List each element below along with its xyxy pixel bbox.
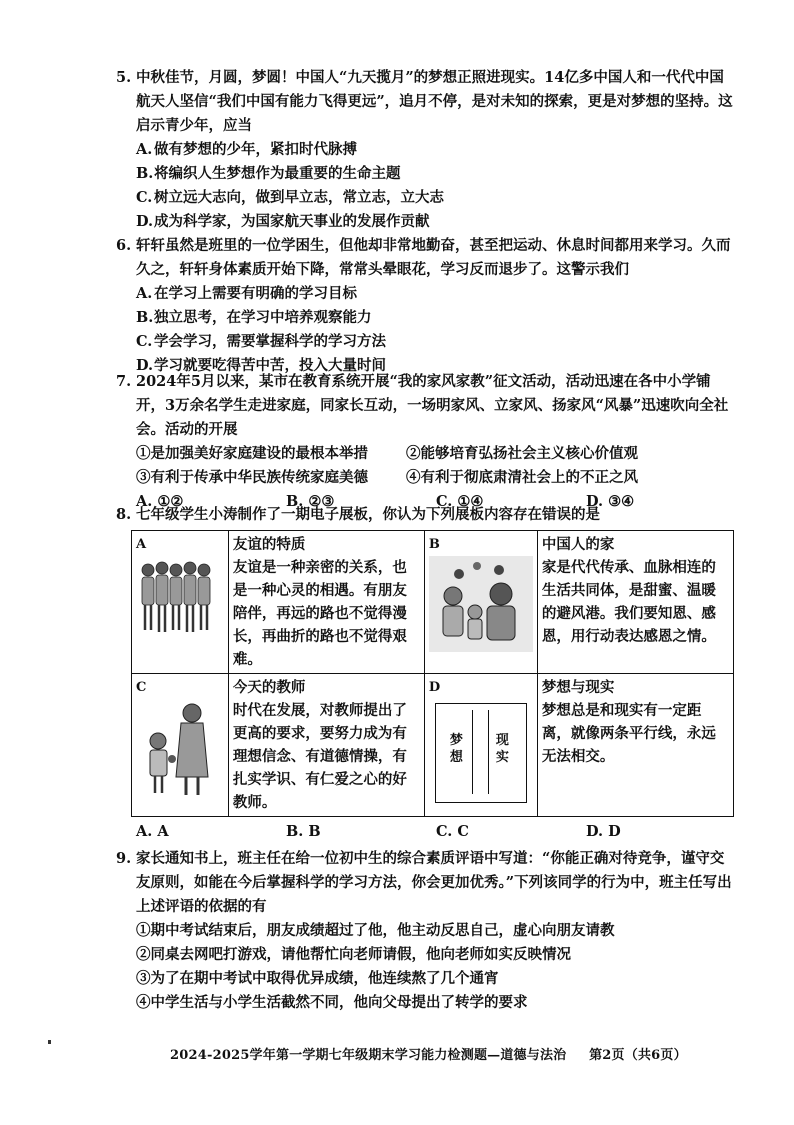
panel-b-text [537, 531, 733, 674]
panel-title: 今天的教师 [232, 679, 306, 696]
scan-speck [48, 1040, 51, 1044]
panel-tag: A [136, 537, 147, 552]
panel-tag: C [136, 680, 147, 695]
reality-label: 现实 [495, 733, 509, 765]
statement-row: ③有利于传承中华民族传统家庭美德 ④有利于彻底肃清社会上的不正之风 [136, 469, 638, 486]
question-5 [116, 66, 736, 234]
option-d: D.学习就要吃得苦中苦，投入大量时间 [136, 357, 386, 374]
statement-1: ①期中考试结束后，朋友成绩超过了他，他主动反思自己，虚心向朋友请教 [136, 922, 615, 939]
question-7 [116, 370, 736, 514]
question-number: 8. [116, 506, 132, 523]
question-number: 6. [116, 237, 132, 254]
question-stem: 2024年5月以来，某市在教育系统开展“我的家风家教”征文活动，活动迅速在各中小学铺开，3万余名学生走进家庭，同家长互动，一场明家风、立家风、扬家风“风暴”迅速吹向全社会。活动的开展 [136, 373, 729, 438]
panel-title: 梦想与现实 [541, 679, 615, 696]
family-illustration [429, 556, 533, 652]
question-number: 5. [116, 69, 132, 86]
option-b: B.将编织人生梦想作为最重要的生命主题 [136, 165, 401, 182]
exhibition-board [131, 530, 734, 817]
question-8-choices [116, 820, 736, 844]
dream-label: 梦想 [449, 733, 463, 765]
question-stem: 家长通知书上，班主任在给一位初中生的综合素质评语中写道：“你能正确对待竞争，谨守交友原则，如能在今后掌握科学的学习方法，你会更加优秀。”下列该同学的行为中，班主任写出上述评语的依据的有 [136, 850, 732, 915]
panel-b-image [424, 531, 537, 674]
line-left [472, 710, 474, 794]
panel-body: 家是代代传承、血脉相连的生活共同体，是甜蜜、温暖的避风港。我们要知恩、感恩，用行动表达感恩之情。 [541, 559, 716, 645]
exam-title: 2024-2025学年第一学期七年级期末学习能力检测题—道德与法治 [170, 1048, 567, 1063]
question-6 [116, 234, 736, 378]
panel-a-image [132, 531, 229, 674]
statement-3: ③为了在期中考试中取得优异成绩，他连续熬了几个通宵 [136, 970, 499, 987]
statement-row: ①是加强美好家庭建设的最根本举措 ②能够培育弘扬社会主义核心价值观 [136, 445, 638, 462]
option-c: C. 学会学习，需要掌握科学的学习方法 [136, 333, 386, 350]
statement-4: ④中学生活与小学生活截然不同，他向父母提出了转学的要求 [136, 994, 528, 1011]
parallel-lines-diagram [435, 703, 527, 803]
question-stem: 轩轩虽然是班里的一位学困生，但他却非常地勤奋，甚至把运动、休息时间都用来学习。久而久之，轩轩身体素质开始下降，常常头晕眼花，学习反而退步了。这警示我们 [136, 237, 731, 278]
panel-body: 友谊是一种亲密的关系，也是一种心灵的相遇。有朋友陪伴，再远的路也不觉得漫长，再曲折的路也不觉得艰难。 [232, 559, 407, 668]
question-number: 7. [116, 373, 132, 390]
panel-tag: B [428, 537, 440, 552]
panel-title: 中国人的家 [541, 536, 615, 553]
question-stem: 中秋佳节，月圆，梦圆！中国人“九天揽月”的梦想正照进现实。14亿多中国人和一代代中国航天人坚信“我们中国有能力飞得更远”，追月不停，是对未知的探索，更是对梦想的坚持。这启示青少年，应当 [136, 69, 733, 134]
question-9 [116, 847, 736, 1015]
answer-choices: A. A B. B C. C D. D [136, 823, 621, 840]
panel-d-text [537, 674, 733, 817]
panel-a-text [228, 531, 424, 674]
option-d: D.成为科学家，为国家航天事业的发展作贡献 [136, 213, 430, 230]
question-number: 9. [116, 850, 132, 867]
panel-c-text [228, 674, 424, 817]
page-footer [170, 1044, 705, 1063]
panel-body: 时代在发展，对教师提出了更高的要求，要努力成为有理想信念、有道德情操，有扎实学识、有仁爱之心的好教师。 [232, 702, 407, 811]
page-number: 第2页（共6页） [589, 1048, 687, 1063]
statement-2: ②同桌去网吧打游戏，请他帮忙向老师请假，他向老师如实反映情况 [136, 946, 571, 963]
option-c: C. 树立远大志向，做到早立志，常立志，立大志 [136, 189, 444, 206]
panel-tag: D [428, 680, 441, 695]
option-b: B.独立思考，在学习中培养观察能力 [136, 309, 372, 326]
option-a: A. 做有梦想的少年，紧扣时代脉搏 [136, 141, 357, 158]
friends-group-illustration [136, 556, 216, 652]
line-right [488, 710, 490, 794]
panel-body: 梦想总是和现实有一定距离，就像两条平行线，永远无法相交。 [541, 702, 716, 765]
panel-d-image [424, 674, 537, 817]
panel-title: 友谊的特质 [232, 536, 306, 553]
teacher-student-illustration [136, 699, 216, 799]
question-8 [116, 503, 736, 527]
question-stem: 七年级学生小涛制作了一期电子展板，你认为下列展板内容存在错误的是 [136, 506, 600, 523]
answer-choices: A. ①② B. ②③ C. ①④ D. ③④ [136, 493, 635, 510]
panel-c-image [132, 674, 229, 817]
option-a: A. 在学习上需要有明确的学习目标 [136, 285, 357, 302]
